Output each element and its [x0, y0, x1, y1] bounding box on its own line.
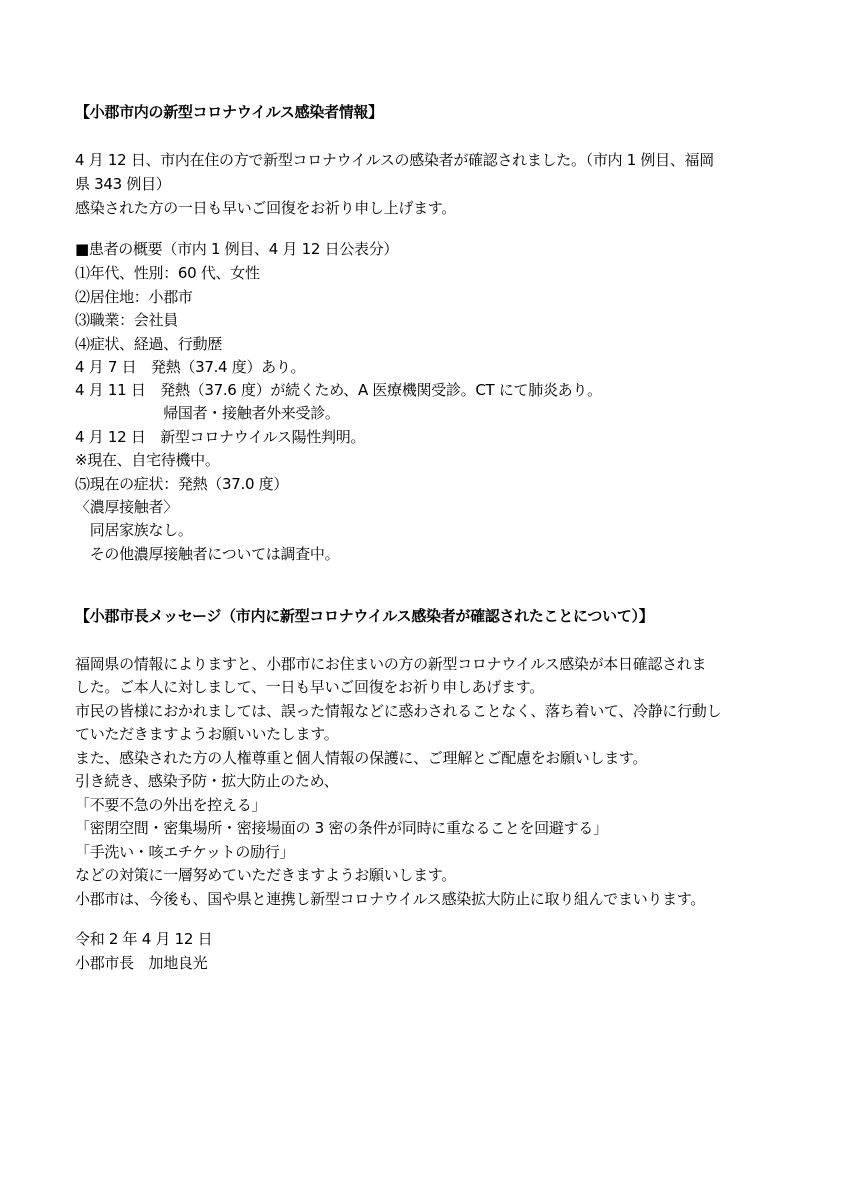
timeline-entry: 帰国者・接触者外来受診。 [75, 404, 340, 422]
timeline-entry: 4 月 12 日 新型コロナウイルス陽性判明。 [75, 428, 366, 446]
contacts-line: 同居家族なし。 [75, 521, 193, 539]
message-line: 市民の皆様におかれましては、誤った情報などに惑わされることなく、落ち着いて、冷静に行動し [75, 702, 722, 720]
contacts-line: その他濃厚接触者については調査中。 [75, 545, 340, 563]
message-line: 「密閉空間・密集場所・密接場面の 3 密の条件が同時に重なることを回避する」 [75, 819, 608, 837]
contacts-title: 〈濃厚接触者〉 [75, 498, 178, 516]
message-line: 「不要不急の外出を控える」 [75, 796, 267, 814]
message-line: した。ご本人に対しまして、一日も早いご回復をお祈り申しあげます。 [75, 678, 544, 696]
message-line: また、感染された方の人権尊重と個人情報の保護に、ご理解とご配慮をお願いします。 [75, 749, 648, 767]
status-line: ※現在、自宅待機中。 [75, 451, 220, 469]
status-line: ⑸現在の症状：発熱（37.0 度） [75, 475, 289, 493]
intro-line: 感染された方の一日も早いご回復をお祈り申し上げます。 [75, 199, 457, 217]
message-line: 引き続き、感染予防・拡大防止のため、 [75, 772, 339, 790]
document-date: 令和 2 年 4 月 12 日 [75, 930, 213, 948]
timeline-entry: 4 月 11 日 発熱（37.6 度）が続くため、A 医療機関受診。CT にて肺炎あり。 [75, 381, 602, 399]
signature: 小郡市長 加地良光 [75, 954, 208, 972]
message-line: 福岡県の情報によりますと、小郡市にお住まいの方の新型コロナウイルス感染が本日確認されま [75, 655, 707, 673]
message-line: 小郡市は、今後も、国や県と連携し新型コロナウイルス感染拡大防止に取り組んでまいります。 [75, 890, 706, 908]
intro-line: 4 月 12 日、市内在住の方で新型コロナウイルスの感染者が確認されました。（市内 1 例目、福岡 [75, 151, 714, 169]
detail-item: ⑶職業：会社員 [75, 311, 178, 329]
message-line: ていただきますようお願いいたします。 [75, 725, 339, 743]
detail-item: ⑴年代、性別：60 代、女性 [75, 264, 260, 282]
detail-item: ⑵居住地：小郡市 [75, 288, 193, 306]
section1-heading: 【小郡市内の新型コロナウイルス感染者情報】 [75, 103, 383, 121]
detail-item: ⑷症状、経過、行動歴 [75, 335, 223, 353]
summary-title: ■患者の概要（市内 1 例目、4 月 12 日公表分） [75, 240, 399, 258]
message-line: 「手洗い・咳エチケットの励行」 [75, 843, 295, 861]
intro-line: 県 343 例目） [75, 175, 171, 193]
message-line: などの対策に一層努めていただきますようお願いします。 [75, 866, 457, 884]
timeline-entry: 4 月 7 日 発熱（37.4 度）あり。 [75, 358, 306, 376]
section2-heading: 【小郡市長メッセージ（市内に新型コロナウイルス感染者が確認されたことについて）】 [75, 607, 654, 625]
